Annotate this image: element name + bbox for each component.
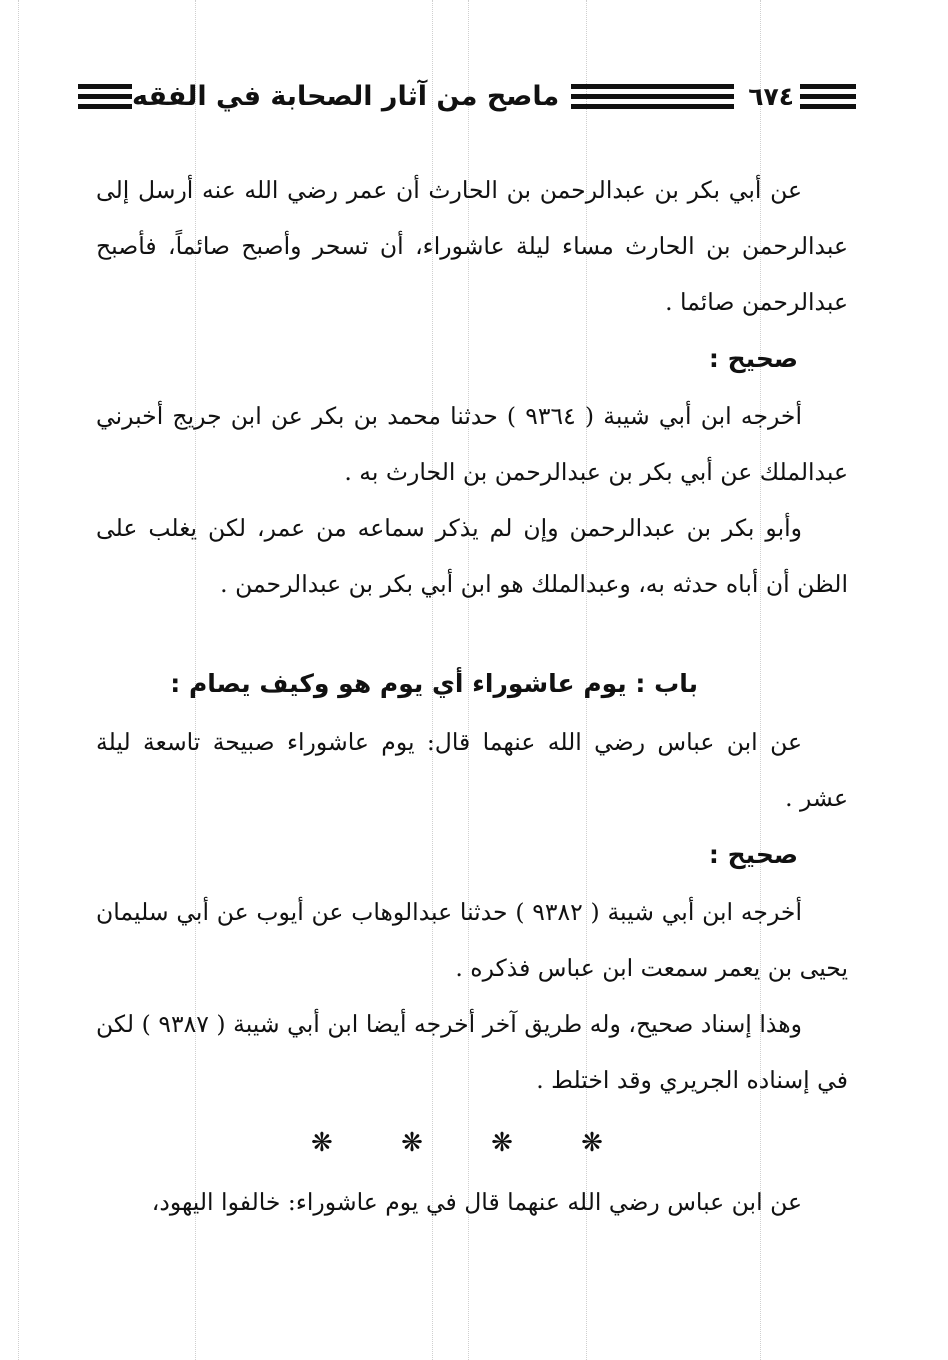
header-rule-middle	[571, 84, 734, 109]
header-rule-right	[800, 84, 856, 109]
paragraph: أخرجه ابن أبي شيبة ( ٩٣٦٤ ) حدثنا محمد بن بكر عن ابن جريج أخبرني عبدالملك عن أبي بكر بن عبدالرحمن بن الحارث به .	[96, 402, 848, 486]
header-rule-left	[78, 84, 132, 109]
paragraph: وأبو بكر بن عبدالرحمن وإن لم يذكر سماعه من عمر، لكن يغلب على الظن أن أباه حدثه به، وعبدالملك هو ابن أبي بكر بن عبدالرحمن .	[96, 514, 848, 598]
chapter-heading: باب : يوم عاشوراء أي يوم هو وكيف يصام :	[170, 669, 698, 698]
paragraph: عن ابن عباس رضي الله عنهما قال: يوم عاشوراء صبيحة تاسعة ليلة عشر .	[96, 728, 848, 812]
page-header	[78, 72, 856, 120]
section-divider-stars: ❋ ❋ ❋ ❋	[311, 1128, 633, 1158]
running-title: ماصح من آثار الصحابة في الفقه	[132, 80, 560, 112]
paragraph: عن ابن عباس رضي الله عنهما قال في يوم عاشوراء: خالفوا اليهود،	[151, 1188, 802, 1216]
section-heading: صحيح :	[708, 840, 798, 869]
section-heading: صحيح :	[708, 344, 798, 373]
paragraph: أخرجه ابن أبي شيبة ( ٩٣٨٢ ) حدثنا عبدالوهاب عن أيوب عن أبي سليمان يحيى بن يعمر سمعت ابن عباس فذكره .	[96, 898, 848, 982]
page-number: ٦٧٤	[748, 81, 794, 111]
page-body	[96, 162, 848, 1230]
scan-line	[18, 0, 19, 1360]
paragraph: وهذا إسناد صحيح، وله طريق آخر أخرجه أيضا ابن أبي شيبة ( ٩٣٨٧ ) لكن في إسناده الجريري وقد اختلط .	[96, 1010, 848, 1094]
paragraph: عن أبي بكر بن عبدالرحمن بن الحارث أن عمر رضي الله عنه أرسل إلى عبدالرحمن بن الحارث مساء ليلة عاشوراء، أن تسحر وأصبح صائماً، فأصبح عبدالرحمن صائما .	[96, 176, 848, 316]
